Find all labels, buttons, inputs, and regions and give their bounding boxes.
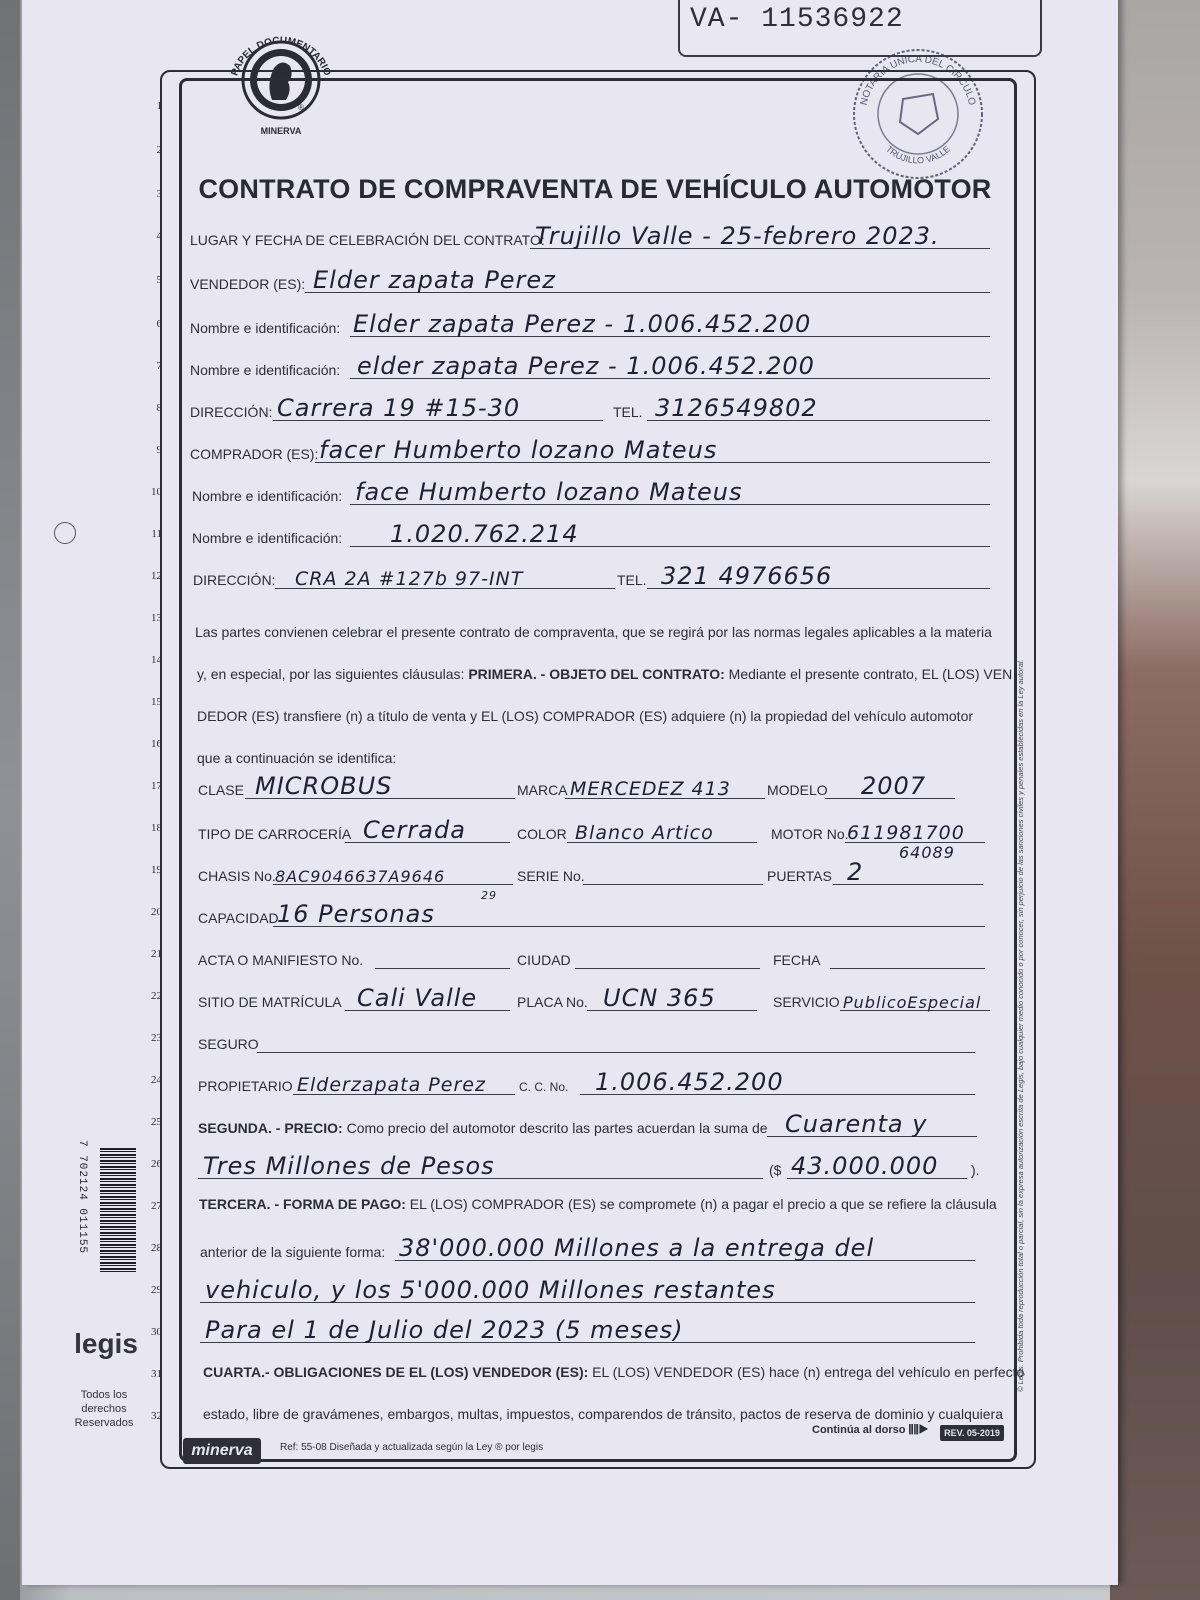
pago-text: EL (LOS) COMPRADOR (ES) se compromete (n) a pagar el precio a que se refiere la cláusula — [405, 1196, 997, 1212]
ciudad-label: CIUDAD — [517, 952, 571, 968]
lugar-value[interactable]: Trujillo Valle - 25-febrero 2023. — [535, 222, 940, 250]
line-number: 31 — [151, 1368, 162, 1380]
precio-label — [198, 1120, 768, 1136]
direccion-2-value[interactable]: CRA 2A #127b 97-INT — [295, 568, 524, 590]
line-number: 28 — [151, 1242, 162, 1254]
motor-value-2[interactable]: 64089 — [899, 843, 955, 862]
seal-bottom-text: MINERVA — [260, 126, 302, 136]
pago-value-3[interactable]: Para el 1 de Julio del 2023 (5 meses) — [205, 1316, 684, 1344]
row-lugar-fecha — [185, 212, 995, 252]
nombre-label: Nombre e identificación: — [190, 362, 341, 378]
marca-label: MARCA — [517, 782, 568, 798]
line-number: 27 — [151, 1200, 162, 1212]
nombre-label: Nombre e identificación: — [192, 488, 343, 504]
line-number: 30 — [151, 1326, 162, 1338]
carroceria-value[interactable]: Cerrada — [363, 816, 466, 844]
line-number: 18 — [151, 822, 162, 834]
fecha-label: FECHA — [773, 952, 821, 968]
chasis-label: CHASIS No. — [198, 868, 276, 884]
row-comprador — [185, 426, 995, 466]
nombre-label: Nombre e identificación: — [192, 530, 343, 546]
line-number: 10 — [151, 486, 162, 498]
clause-line-13: Las partes convienen celebrar el presente contrato de compraventa, que se regirá por las normas legales aplicables a la materia — [195, 624, 992, 640]
propietario-label: PROPIETARIO — [198, 1078, 293, 1094]
placa-value[interactable]: UCN 365 — [603, 984, 716, 1012]
row-nombre-1 — [185, 300, 995, 340]
continua-al-dorso: Continúa al dorso ⫼⫼▶ — [812, 1424, 929, 1436]
lugar-label: LUGAR Y FECHA DE CELEBRACIÓN DEL CONTRATO: — [190, 232, 545, 248]
line-number: 32 — [151, 1410, 162, 1422]
direccion-label: DIRECCIÓN: — [190, 404, 273, 420]
capacidad-value[interactable]: 16 Personas — [277, 900, 435, 928]
line-number: 20 — [151, 906, 162, 918]
line-number: 3 — [156, 188, 162, 200]
nombre-label: Nombre e identificación: — [190, 320, 341, 336]
precio-amount[interactable]: 43.000.000 — [791, 1152, 939, 1180]
direccion-1-value[interactable]: Carrera 19 #15-30 — [277, 394, 521, 422]
row-propietario — [185, 1058, 995, 1098]
seal-registered: ® — [298, 103, 304, 112]
line-number: 22 — [151, 990, 162, 1002]
row-seguro — [185, 1016, 995, 1056]
line-number: 7 — [156, 360, 162, 372]
punch-hole — [54, 522, 76, 544]
puertas-value[interactable]: 2 — [847, 858, 864, 886]
row-acta — [185, 932, 995, 972]
cuarta-heading: CUARTA.- OBLIGACIONES DE EL (LOS) VENDEDOR (ES): — [203, 1364, 589, 1380]
line-number: 5 — [156, 274, 162, 286]
precio-value-2[interactable]: Tres Millones de Pesos — [203, 1152, 495, 1180]
motor-label: MOTOR No. — [771, 826, 849, 842]
propietario-value[interactable]: Elderzapata Perez — [297, 1074, 486, 1096]
line-number: 13 — [151, 612, 162, 624]
cc-label: C. C. No. — [519, 1080, 569, 1094]
pago-value-2[interactable]: vehiculo, y los 5'000.000 Millones restantes — [205, 1276, 776, 1304]
clause-line-32: estado, libre de gravámenes, embargos, multas, impuestos, comparendos de tránsito, pactos de reserva de dominio y cualquiera — [203, 1406, 1003, 1422]
tel-2-value[interactable]: 321 4976656 — [661, 562, 833, 590]
marca-value[interactable]: MERCEDEZ 413 — [570, 778, 731, 800]
line-number: 25 — [151, 1116, 162, 1128]
tel-label: TEL. — [613, 404, 643, 420]
nombre-2-value[interactable]: elder zapata Perez - 1.006.452.200 — [357, 352, 815, 380]
row-direccion-1 — [185, 384, 995, 424]
legis-logo: legis — [74, 1328, 138, 1359]
vendedor-label: VENDEDOR (ES): — [190, 276, 306, 292]
comprador-value[interactable]: facer Humberto lozano Mateus — [319, 436, 718, 464]
modelo-value[interactable]: 2007 — [861, 772, 927, 800]
minerva-logo: minerva — [183, 1438, 261, 1464]
fecha-line — [830, 968, 985, 969]
seguro-label: SEGURO — [198, 1036, 259, 1052]
vendedor-value[interactable]: Elder zapata Perez — [313, 266, 556, 294]
line-number: 2 — [156, 144, 162, 156]
background-left — [0, 0, 20, 1600]
nombre-4-value[interactable]: 1.020.762.214 — [390, 520, 579, 548]
row-clase — [185, 762, 995, 802]
row-precio — [185, 1100, 995, 1140]
row-capacidad — [185, 890, 995, 930]
servicio-label: SERVICIO — [773, 994, 840, 1010]
precio-value-1[interactable]: Cuarenta y — [785, 1110, 928, 1138]
comprador-label: COMPRADOR (ES): — [190, 446, 319, 462]
row-pago-1 — [185, 1224, 995, 1264]
serie-label: SERIE No. — [517, 868, 585, 884]
acta-label: ACTA O MANIFIESTO No. — [198, 952, 364, 968]
side-legal-notice: © Legis. Prohibida toda reproducción total o parcial, sin la expresa autorización escrita de Legis, bajo cualquier medio conocido o por conocer, sin perjuicio de las sanciones civiles y penales establecidas en la Ley autoral. — [1016, 659, 1025, 1392]
cuarta-text: EL (LOS) VENDEDOR (ES) hace (n) entrega del vehículo en perfecto — [588, 1364, 1025, 1380]
line-number: 29 — [151, 1284, 162, 1296]
row-matricula — [185, 974, 995, 1014]
line-number: 14 — [151, 654, 162, 666]
chasis-value[interactable]: 8AC9046637A9646 — [275, 867, 446, 886]
line-number: 24 — [151, 1074, 162, 1086]
nombre-3-value[interactable]: face Humberto lozano Mateus — [355, 478, 743, 506]
currency-close: ). — [971, 1162, 980, 1178]
modelo-label: MODELO — [767, 782, 828, 798]
revision-badge: REV. 05-2019 — [940, 1425, 1004, 1441]
placa-label: PLACA No. — [517, 994, 588, 1010]
clause-heading: PRIMERA. - OBJETO DEL CONTRATO: — [468, 666, 725, 682]
serial-number: VA- 11536922 — [690, 4, 904, 35]
barcode-number: 7 702124 011155 — [76, 1140, 88, 1255]
stamp-top-text: NOTARIA UNICA DEL CIRCULO — [858, 53, 978, 107]
puertas-label: PUERTAS — [767, 868, 832, 884]
clause-text: Mediante el presente contrato, EL (LOS) VEN — [724, 666, 1013, 682]
color-value[interactable]: Blanco Artico — [575, 822, 714, 844]
nombre-1-value[interactable]: Elder zapata Perez - 1.006.452.200 — [353, 310, 812, 338]
tel-1-value[interactable]: 3126549802 — [655, 394, 818, 422]
row-carroceria — [185, 806, 995, 862]
barcode-icon — [100, 1148, 136, 1272]
pago-label-2: anterior de la siguiente forma: — [200, 1244, 386, 1260]
pago-value-1[interactable]: 38'000.000 Millones a la entrega del — [399, 1234, 875, 1262]
line-number: 21 — [151, 948, 162, 960]
sitio-label: SITIO DE MATRÍCULA — [198, 994, 342, 1010]
row-precio-2 — [185, 1142, 995, 1182]
row-pago-2 — [185, 1266, 995, 1306]
sitio-value[interactable]: Cali Valle — [357, 984, 478, 1012]
line-number: 12 — [151, 570, 162, 582]
footer-ref: Ref: 55-08 Diseñada y actualizada según la Ley ® por legis — [280, 1442, 544, 1453]
seguro-line — [257, 1052, 975, 1053]
acta-line — [375, 968, 510, 969]
row-vendedor — [185, 256, 995, 296]
precio-text: Como precio del automotor descrito las partes acuerdan la suma de — [342, 1120, 768, 1136]
line-number: 9 — [156, 444, 162, 456]
line-number: 26 — [151, 1158, 162, 1170]
row-direccion-2 — [185, 552, 995, 592]
chasis-value-2[interactable]: 29 — [481, 889, 497, 902]
row-pago-3 — [185, 1306, 995, 1346]
capacidad-label: CAPACIDAD — [198, 910, 279, 926]
line-number: 15 — [151, 696, 162, 708]
row-nombre-3 — [185, 468, 995, 508]
carroceria-label: TIPO DE CARROCERÍA — [198, 826, 352, 842]
line-number: 23 — [151, 1032, 162, 1044]
pago-heading: TERCERA. - FORMA DE PAGO: — [199, 1196, 406, 1212]
precio-heading: SEGUNDA. - PRECIO: — [198, 1120, 343, 1136]
cc-value[interactable]: 1.006.452.200 — [595, 1068, 784, 1096]
line-number: 8 — [156, 402, 162, 414]
serie-line — [583, 884, 763, 885]
line-number: 11 — [151, 528, 162, 540]
clause-text: y, en especial, por las siguientes cláusulas: — [197, 666, 469, 682]
line-number: 17 — [151, 780, 162, 792]
row-nombre-2 — [185, 342, 995, 382]
clause-line-31 — [203, 1364, 1024, 1380]
clause-line-16: que a continuación se identifica: — [197, 750, 397, 766]
clause-line-15: DEDOR (ES) transfiere (n) a título de venta y EL (LOS) COMPRADOR (ES) adquiere (n) la propiedad del vehículo automotor — [197, 708, 974, 724]
stamp-bottom-text: TRUJILLO VALLE — [883, 143, 953, 166]
servicio-value[interactable]: PublicoEspecial — [843, 993, 982, 1012]
currency-open: ($ — [769, 1162, 782, 1178]
line-number: 16 — [151, 738, 162, 750]
clause-line-27 — [199, 1196, 997, 1212]
clause-line-14 — [197, 666, 1012, 682]
direccion-label: DIRECCIÓN: — [193, 572, 276, 588]
line-number: 1 — [156, 100, 162, 112]
row-chasis — [185, 848, 995, 902]
tel-label: TEL. — [617, 572, 647, 588]
seal-top-text: PAPEL DOCUMENTARIO — [229, 35, 333, 78]
line-number: 19 — [151, 864, 162, 876]
legis-rights: Todos los derechos Reservados — [74, 1389, 134, 1429]
ciudad-line — [575, 968, 760, 969]
background-right — [1110, 0, 1200, 1600]
clase-label: CLASE — [198, 782, 244, 798]
document-title: CONTRATO DE COMPRAVENTA DE VEHÍCULO AUTOMOTOR — [198, 174, 992, 204]
line-number: 6 — [156, 318, 162, 330]
color-label: COLOR — [517, 826, 567, 842]
line-number: 4 — [156, 230, 162, 242]
clase-value[interactable]: MICROBUS — [255, 772, 393, 800]
motor-value[interactable]: 611981700 — [847, 822, 965, 844]
row-nombre-4 — [185, 510, 995, 550]
